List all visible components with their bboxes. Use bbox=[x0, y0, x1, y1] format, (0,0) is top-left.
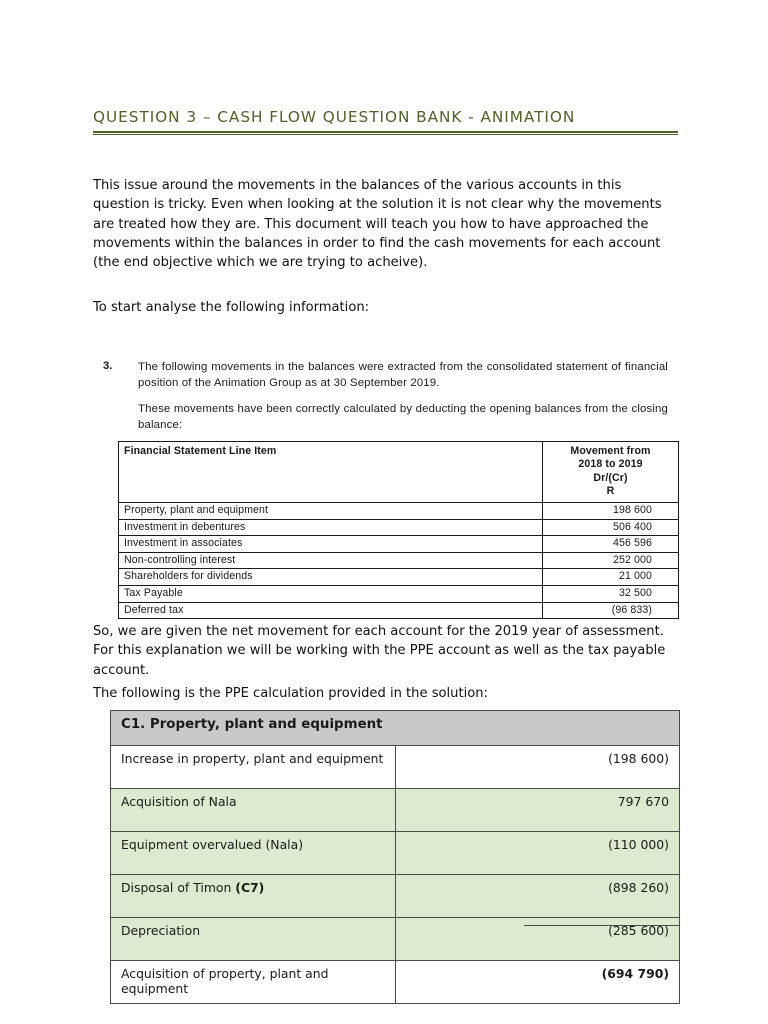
row-value: 21 000 bbox=[543, 569, 679, 586]
row-value: (96 833) bbox=[543, 602, 679, 619]
table-row bbox=[119, 602, 679, 619]
row-item-reference: (C7) bbox=[235, 880, 265, 895]
movements-table-body bbox=[119, 503, 679, 619]
row-value: 252 000 bbox=[543, 552, 679, 569]
row-item: Investment in associates bbox=[119, 536, 543, 553]
row-item-label: Disposal of Timon bbox=[121, 880, 236, 895]
header-movement-line-1: Movement from bbox=[570, 445, 651, 457]
table-row bbox=[111, 918, 680, 961]
page-title: QUESTION 3 – CASH FLOW QUESTION BANK - ANIMATION bbox=[93, 108, 576, 126]
intro-paragraph: This issue around the movements in the balances of the various accounts in this question is tricky. Even when looking at the solution it is not clear why the movements are treated how they are. This document will teach you how to have approached the movements within the balances in order to find the cash movements for each account (the end objective which we are trying to acheive). bbox=[93, 178, 662, 271]
question-paragraph-2: These movements have been correctly calculated by deducting the opening balances from the closing balance: bbox=[138, 403, 668, 431]
row-item: Tax Payable bbox=[119, 585, 543, 602]
start-analyse-paragraph: To start analyse the following information: bbox=[93, 300, 370, 315]
row-value: 797 670 bbox=[395, 789, 680, 832]
row-total-value: (694 790) bbox=[395, 961, 680, 1004]
row-value: (898 260) bbox=[395, 875, 680, 918]
row-value: 198 600 bbox=[543, 503, 679, 520]
row-item: Deferred tax bbox=[119, 602, 543, 619]
row-item: Property, plant and equipment bbox=[119, 503, 543, 520]
question-number: 3. bbox=[103, 360, 113, 372]
movements-table bbox=[118, 441, 679, 619]
table-row bbox=[119, 552, 679, 569]
table-row bbox=[119, 569, 679, 586]
ppe-table-header-row bbox=[111, 711, 680, 746]
row-value: 32 500 bbox=[543, 585, 679, 602]
table-row bbox=[111, 875, 680, 918]
table-row bbox=[119, 536, 679, 553]
total-double-underline bbox=[524, 925, 680, 928]
row-item: Non-controlling interest bbox=[119, 552, 543, 569]
row-value: (110 000) bbox=[395, 832, 680, 875]
table-row bbox=[111, 832, 680, 875]
row-item: Equipment overvalued (Nala) bbox=[111, 832, 396, 875]
table-total-row bbox=[111, 961, 680, 1004]
row-item: Acquisition of Nala bbox=[111, 789, 396, 832]
row-item: Investment in debentures bbox=[119, 519, 543, 536]
ppe-calculation-intro-paragraph: The following is the PPE calculation provided in the solution: bbox=[93, 686, 488, 701]
table-row bbox=[119, 585, 679, 602]
header-movement bbox=[543, 442, 679, 503]
header-line-item: Financial Statement Line Item bbox=[119, 442, 543, 503]
ppe-table-title: C1. Property, plant and equipment bbox=[111, 711, 680, 746]
table-row bbox=[119, 503, 679, 520]
movements-table-header bbox=[119, 442, 679, 503]
row-value: 506 400 bbox=[543, 519, 679, 536]
table-row bbox=[111, 789, 680, 832]
ppe-calculation-table bbox=[110, 710, 680, 1004]
row-item: Depreciation bbox=[111, 918, 396, 961]
title-underline-rule bbox=[93, 131, 678, 135]
row-item: Shareholders for dividends bbox=[119, 569, 543, 586]
row-item-disposal bbox=[111, 875, 396, 918]
explanation-paragraph: So, we are given the net movement for each account for the 2019 year of assessment. For this explanation we will be working with the PPE account as well as the tax payable account. bbox=[93, 624, 666, 678]
header-movement-line-4: R bbox=[606, 484, 615, 497]
row-item: Acquisition of property, plant and equipment bbox=[111, 961, 396, 1004]
row-value: 456 596 bbox=[543, 536, 679, 553]
row-item: Increase in property, plant and equipment bbox=[111, 746, 396, 789]
header-movement-line-2: 2018 to 2019 bbox=[578, 458, 643, 471]
question-paragraph-1: The following movements in the balances were extracted from the consolidated statement of financial position of the Animation Group as at 30 September 2019. bbox=[138, 361, 668, 389]
row-value: (285 600) bbox=[395, 918, 680, 961]
row-value: (198 600) bbox=[395, 746, 680, 789]
table-row bbox=[119, 519, 679, 536]
table-row bbox=[111, 746, 680, 789]
header-movement-line-3: Dr/(Cr) bbox=[593, 471, 628, 484]
table-header-row bbox=[119, 442, 679, 503]
